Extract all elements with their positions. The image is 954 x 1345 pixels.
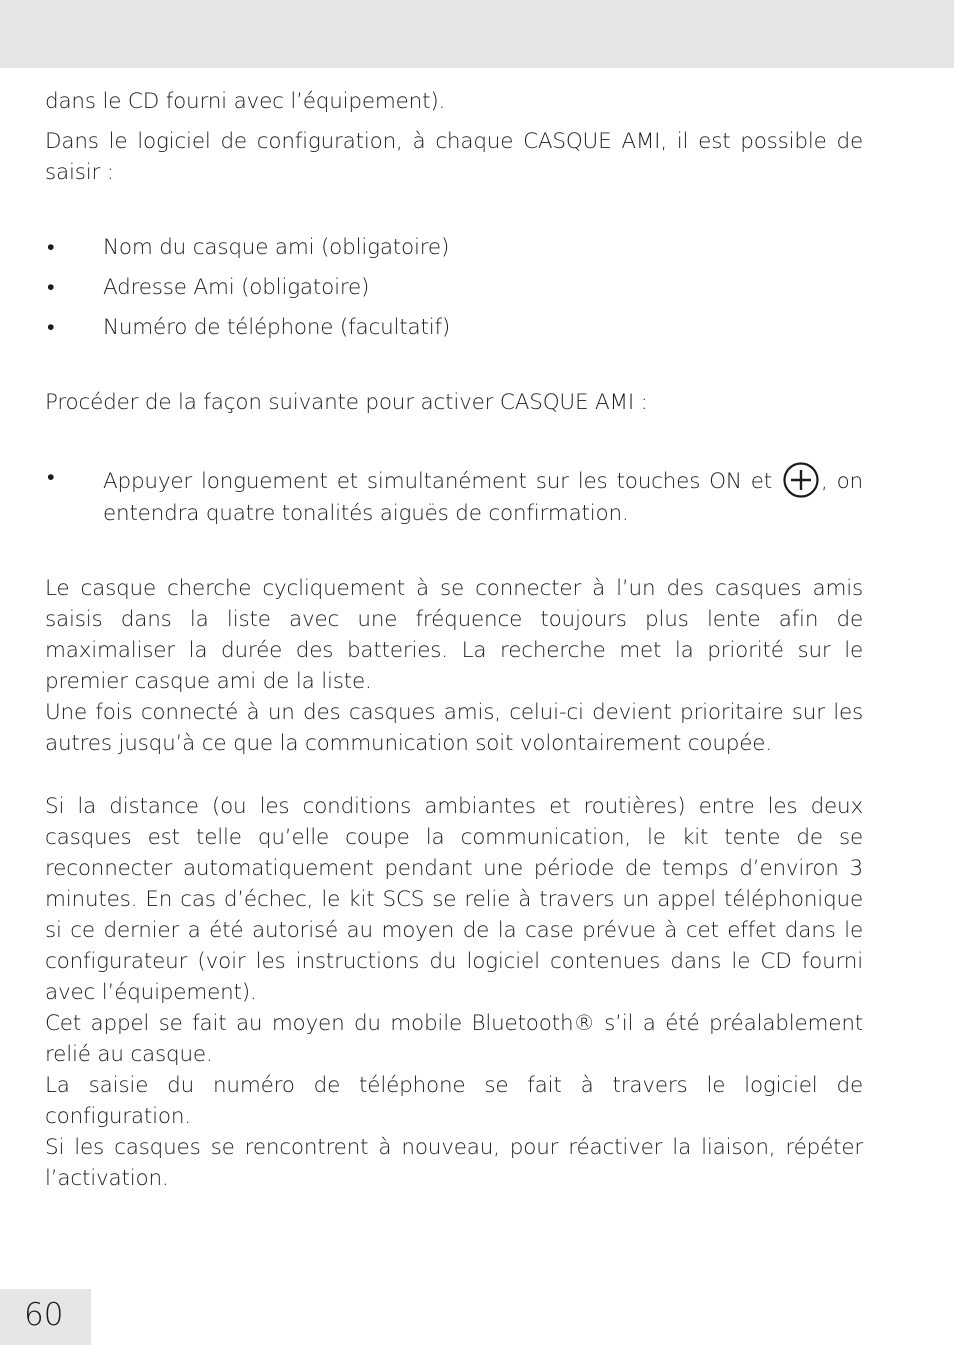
paragraph-reconnect: Si la distance (ou les conditions ambiantes et routières) entre les deux casques est telle qu’elle coupe la communication, le kit tente de se reconnecter automatiquement pendant une période de temps d’environ 3 minutes. En cas d’échec, le kit SCS se relie à travers un appel téléphonique si ce dernier a été autorisé au moyen de la case prévue à cet effet dans le configurateur (voir les instructions du logiciel contenues dans le CD fourni avec l’équipement). bbox=[45, 794, 863, 1005]
header-band bbox=[0, 0, 954, 68]
bullet-dot: • bbox=[47, 275, 55, 300]
list-item-label: Nom du casque ami (obligatoire) bbox=[103, 235, 450, 260]
bullet-dot: • bbox=[47, 315, 55, 340]
config-fields-list bbox=[45, 232, 863, 343]
activate-text-before: Appuyer longuement et simultanément sur les touches ON et bbox=[103, 469, 773, 494]
page-number: 60 bbox=[24, 1297, 64, 1333]
paragraph-continuation: dans le CD fourni avec l’équipement). bbox=[45, 89, 446, 114]
paragraph-search-behavior: Le casque cherche cycliquement à se connecter à l’un des casques amis saisis dans la liste avec une fréquence toujours plus lente afin de maximaliser la durée des batteries. La recherche met la priorité sur le premier casque ami de la liste. bbox=[45, 576, 863, 694]
activation-steps-list bbox=[45, 462, 863, 529]
list-item-label: Adresse Ami (obligatoire) bbox=[103, 275, 370, 300]
list-item-label: Numéro de téléphone (facultatif) bbox=[103, 315, 451, 340]
paragraph-procedure-intro: Procéder de la façon suivante pour activer CASQUE AMI : bbox=[45, 390, 648, 415]
page-content bbox=[45, 86, 863, 1194]
paragraph-priority: Une fois connecté à un des casques amis, celui-ci devient prioritaire sur les autres jusqu’à ce que la communication soit volontairement coupée. bbox=[45, 700, 863, 756]
page-number-box bbox=[0, 1289, 91, 1345]
paragraph-bluetooth-call: Cet appel se fait au moyen du mobile Bluetooth® s’il a été préalablement relié au casque. bbox=[45, 1011, 863, 1067]
activate-text-after: , on entendra quatre tonalités aiguës de confirmation. bbox=[103, 469, 863, 526]
paragraph-phone-entry: La saisie du numéro de téléphone se fait à travers le logiciel de configuration. bbox=[45, 1073, 863, 1129]
plus-circle-icon bbox=[783, 462, 819, 498]
paragraph-config-intro: Dans le logiciel de configuration, à chaque CASQUE AMI, il est possible de saisir : bbox=[45, 129, 863, 185]
list-item bbox=[45, 272, 863, 303]
list-item bbox=[45, 232, 863, 263]
bullet-dot: • bbox=[47, 465, 55, 490]
paragraph-reactivate: Si les casques se rencontrent à nouveau, pour réactiver la liaison, répéter l’activation. bbox=[45, 1135, 863, 1191]
list-item bbox=[45, 312, 863, 343]
list-item-activate bbox=[45, 462, 863, 529]
bullet-dot: • bbox=[47, 235, 55, 260]
